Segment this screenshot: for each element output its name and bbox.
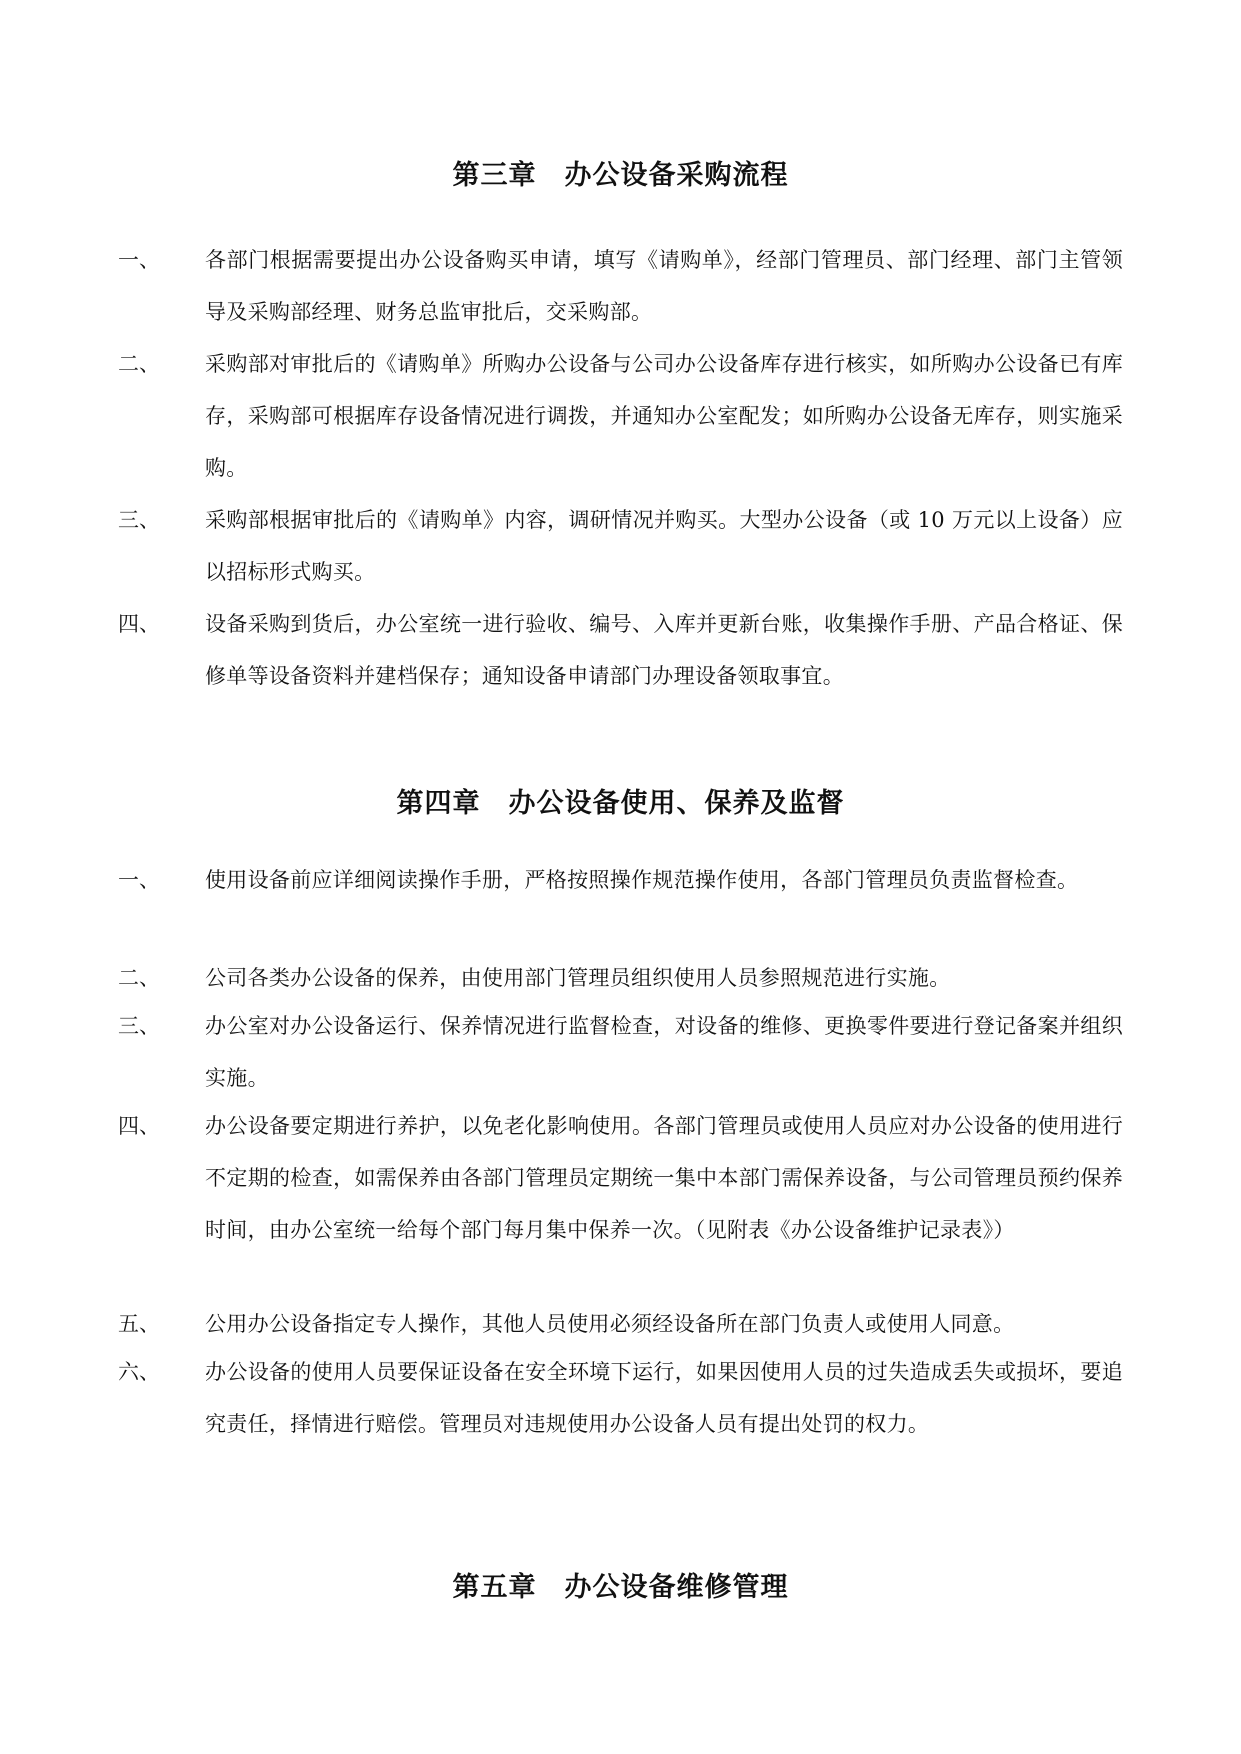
- item-number: 四、: [118, 1114, 160, 1138]
- item-number: 三、: [118, 508, 160, 532]
- item-text: 公用办公设备指定专人操作，其他人员使用必须经设备所在部门负责人或使用人同意。: [205, 1312, 1015, 1336]
- item-text: 采购部对审批后的《请购单》所购办公设备与公司办公设备库存进行核实，如所购办公设备已有库存，采购部可根据库存设备情况进行调拨，并通知办公室配发；如所购办公设备无库存，则实施采购。: [205, 352, 1123, 480]
- item-number: 一、: [118, 868, 160, 892]
- item-number: 三、: [118, 1014, 160, 1038]
- item-number: 六、: [118, 1360, 160, 1384]
- chapter-3: [0, 156, 1241, 196]
- item-number: 一、: [118, 248, 160, 272]
- chapter-title: 第四章 办公设备使用、保养及监督: [396, 788, 845, 819]
- chapter-4: [0, 784, 1241, 824]
- item-number: 五、: [118, 1312, 160, 1336]
- item-text: 办公设备的使用人员要保证设备在安全环境下运行，如果因使用人员的过失造成丢失或损坏，要追究责任，择情进行赔偿。管理员对违规使用办公设备人员有提出处罚的权力。: [205, 1360, 1123, 1436]
- item-text: 设备采购到货后，办公室统一进行验收、编号、入库并更新台账，收集操作手册、产品合格证、保修单等设备资料并建档保存；通知设备申请部门办理设备领取事宜。: [205, 612, 1123, 688]
- item-number: 四、: [118, 612, 160, 636]
- item-text: 办公设备要定期进行养护，以免老化影响使用。各部门管理员或使用人员应对办公设备的使用进行不定期的检查，如需保养由各部门管理员定期统一集中本部门需保养设备，与公司管理员预约保养时间，由办公室统一给每个部门每月集中保养一次。（见附表《办公设备维护记录表》）: [205, 1114, 1123, 1242]
- item-text: 公司各类办公设备的保养，由使用部门管理员组织使用人员参照规范进行实施。: [205, 966, 951, 990]
- item-text: 办公室对办公设备运行、保养情况进行监督检查，对设备的维修、更换零件要进行登记备案并组织实施。: [205, 1014, 1123, 1090]
- item-text: 各部门根据需要提出办公设备购买申请，填写《请购单》，经部门管理员、部门经理、部门主管领导及采购部经理、财务总监审批后，交采购部。: [205, 248, 1123, 324]
- chapter-title: 第五章 办公设备维修管理: [452, 1572, 789, 1603]
- chapter-title: 第三章 办公设备采购流程: [452, 160, 789, 191]
- item-text: 使用设备前应详细阅读操作手册，严格按照操作规范操作使用，各部门管理员负责监督检查。: [205, 868, 1079, 892]
- item-text: 采购部根据审批后的《请购单》内容，调研情况并购买。大型办公设备（或 10 万元以上设备）应以招标形式购买。: [205, 508, 1123, 584]
- chapter-5: [0, 1568, 1241, 1608]
- item-number: 二、: [118, 352, 160, 376]
- item-number: 二、: [118, 966, 160, 990]
